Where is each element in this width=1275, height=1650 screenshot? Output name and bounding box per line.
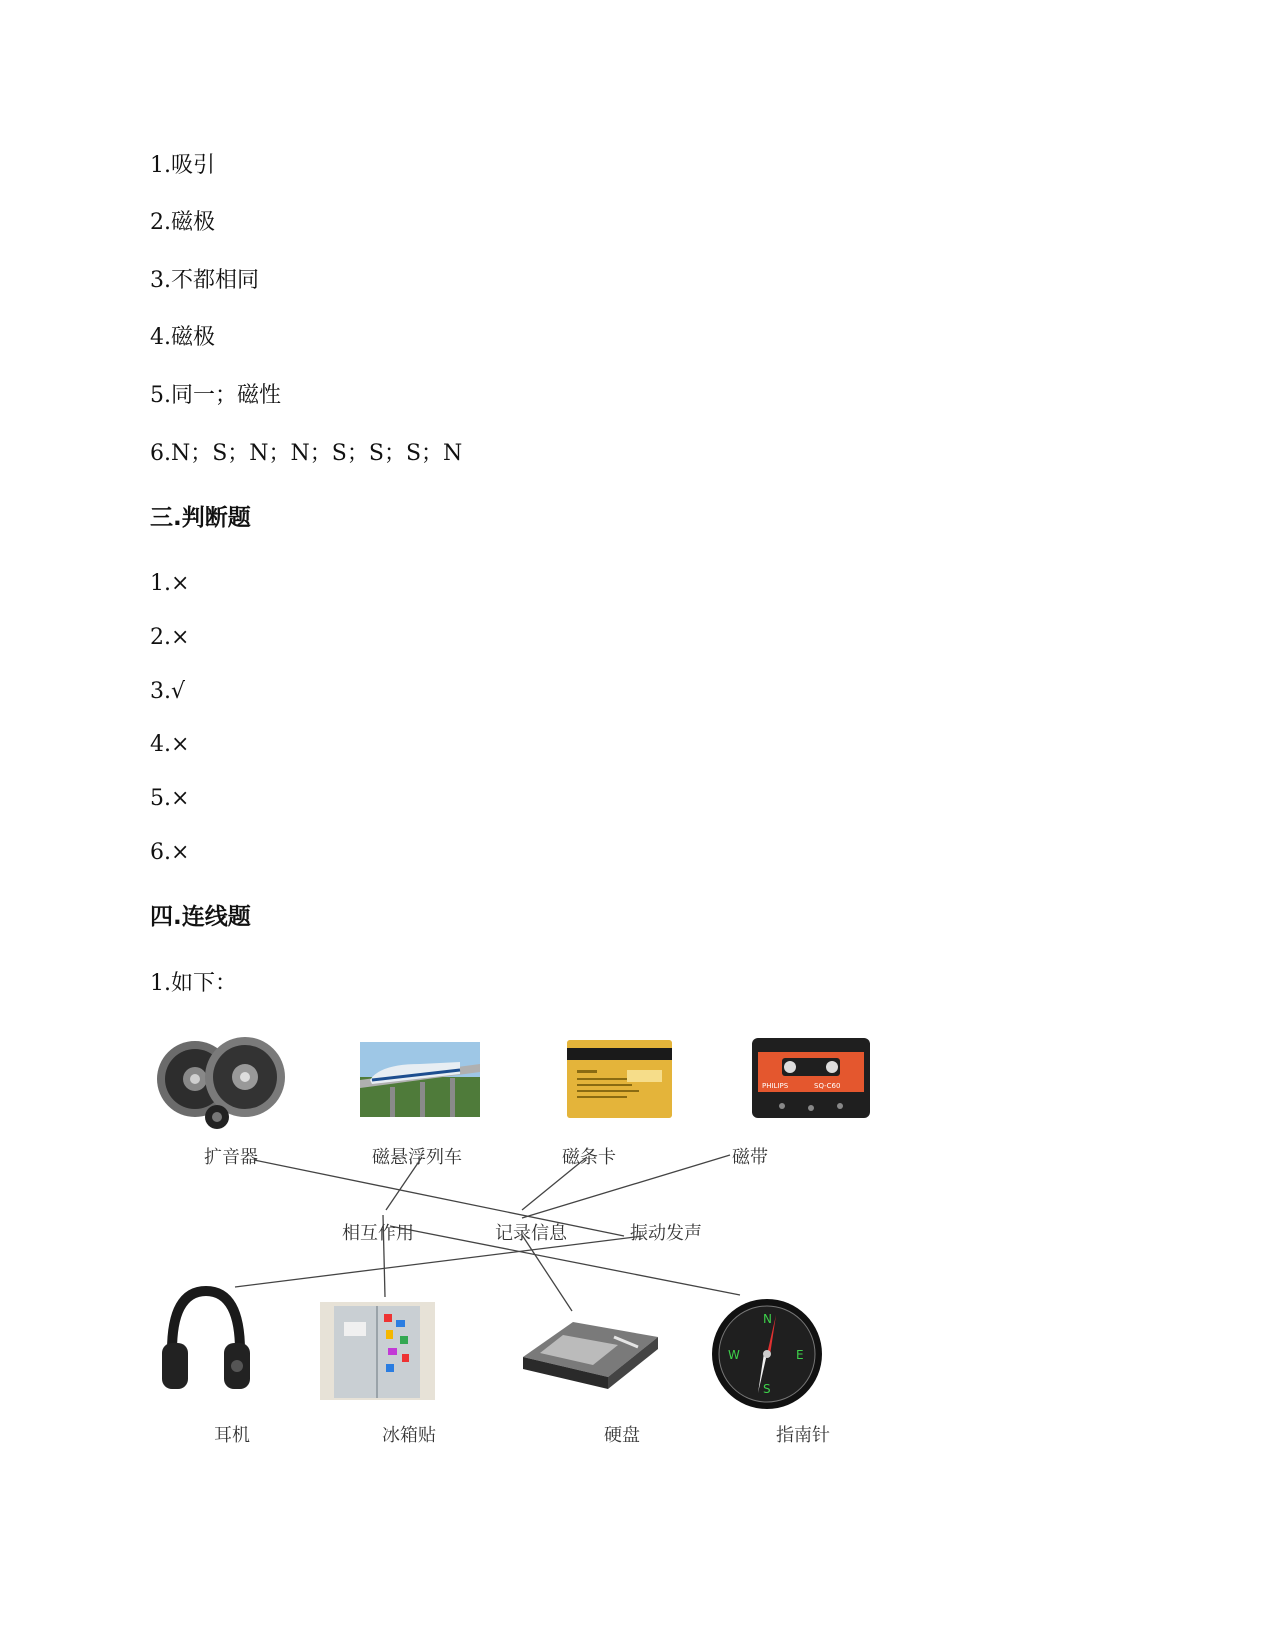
answer-line: 6.N；S；N；N；S；S；S；N [150,441,463,466]
match-intro: 1.如下： [150,971,237,996]
top-label: 磁悬浮列车 [372,1147,462,1168]
top-label: 磁条卡 [562,1147,616,1168]
judge-answer: 2.× [150,625,190,650]
compass-n: N [763,1312,772,1326]
bottom-label: 耳机 [214,1425,250,1446]
bottom-label: 指南针 [776,1425,830,1446]
connection-lines [150,1025,890,1485]
judge-answer: 6.× [150,840,190,865]
cassette-brand: PHILIPS [762,1082,789,1090]
judge-answer: 4.× [150,732,190,757]
answer-line: 4.磁极 [150,325,215,350]
headphones-image [160,1285,252,1395]
section-heading-match: 四.连线题 [150,904,251,930]
judge-answer: 1.× [150,571,190,596]
compass-w: W [728,1348,740,1362]
hard-disk-image [518,1317,663,1397]
bottom-label: 硬盘 [604,1425,640,1446]
top-label: 磁带 [732,1147,768,1168]
middle-label: 振动发声 [630,1223,702,1244]
matching-figure [150,1025,890,1485]
middle-label: 记录信息 [495,1223,567,1244]
section-heading-judge: 三.判断题 [150,505,251,531]
answer-line: 3.不都相同 [150,268,259,293]
fridge-magnet-image [320,1302,435,1400]
answer-line: 2.磁极 [150,210,215,235]
compass-image [710,1297,825,1412]
cassette-model: SQ-C60 [814,1082,841,1090]
answer-line: 5.同一；磁性 [150,383,281,408]
judge-answer: 5.× [150,786,190,811]
compass-s: S [763,1382,771,1396]
bottom-label: 冰箱贴 [382,1425,436,1446]
link-line [522,1155,730,1218]
link-line [386,1157,422,1210]
middle-label: 相互作用 [342,1223,414,1244]
top-label: 扩音器 [204,1147,258,1168]
link-line [383,1215,385,1297]
compass-e: E [796,1348,804,1362]
judge-answer: 3.√ [150,679,186,704]
answer-line: 1.吸引 [150,153,215,178]
link-line [235,1236,643,1287]
link-line [522,1157,587,1210]
